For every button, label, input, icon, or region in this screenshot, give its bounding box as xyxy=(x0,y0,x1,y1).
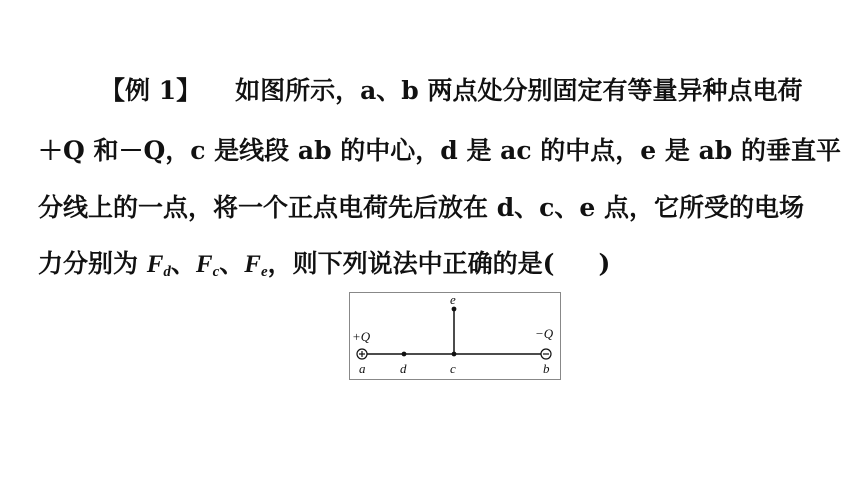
point-e-dot xyxy=(452,307,457,312)
example-label: 【例 1】 xyxy=(100,76,202,105)
problem-line-1 xyxy=(100,78,803,118)
force-c-subscript: c xyxy=(212,264,220,280)
l4-text-b: ，则下列说法中正确的是( xyxy=(267,249,555,278)
force-e-subscript: e xyxy=(260,264,268,280)
problem-line-3: 分线上的一点，将一个正点电荷先后放在 d、c、e 点，它所受的电场 xyxy=(38,193,805,222)
problem-line-2: ＋Q 和－Q，c 是线段 ab 的中心，d 是 ac 的中点，e 是 ab 的垂直平 xyxy=(38,136,841,165)
l4-sep-1: 、 xyxy=(170,249,196,278)
charge-diagram-svg xyxy=(350,293,560,379)
force-d-subscript: d xyxy=(163,264,171,280)
negative-charge-icon xyxy=(541,349,551,359)
point-d-label: d xyxy=(400,361,407,376)
plus-q-label: +Q xyxy=(352,329,371,344)
charge-diagram xyxy=(349,292,561,380)
l4-text-a: 力分别为 xyxy=(38,249,147,278)
point-a-label: a xyxy=(359,361,366,376)
point-e-label: e xyxy=(450,293,456,307)
positive-charge-icon xyxy=(357,349,367,359)
problem-line-4 xyxy=(38,251,610,291)
l4-close-paren: ) xyxy=(598,249,611,278)
force-e-symbol: F xyxy=(244,251,261,278)
force-c-symbol: F xyxy=(195,251,213,278)
point-b-label: b xyxy=(543,361,550,376)
problem-line-1-text: 如图所示，a、b 两点处分别固定有等量异种点电荷 xyxy=(235,76,803,105)
point-c-dot xyxy=(452,352,457,357)
l4-sep-2: 、 xyxy=(219,249,245,278)
point-c-label: c xyxy=(450,361,456,376)
point-d-dot xyxy=(402,352,407,357)
minus-q-label: −Q xyxy=(535,326,554,341)
force-d-symbol: F xyxy=(146,251,164,278)
